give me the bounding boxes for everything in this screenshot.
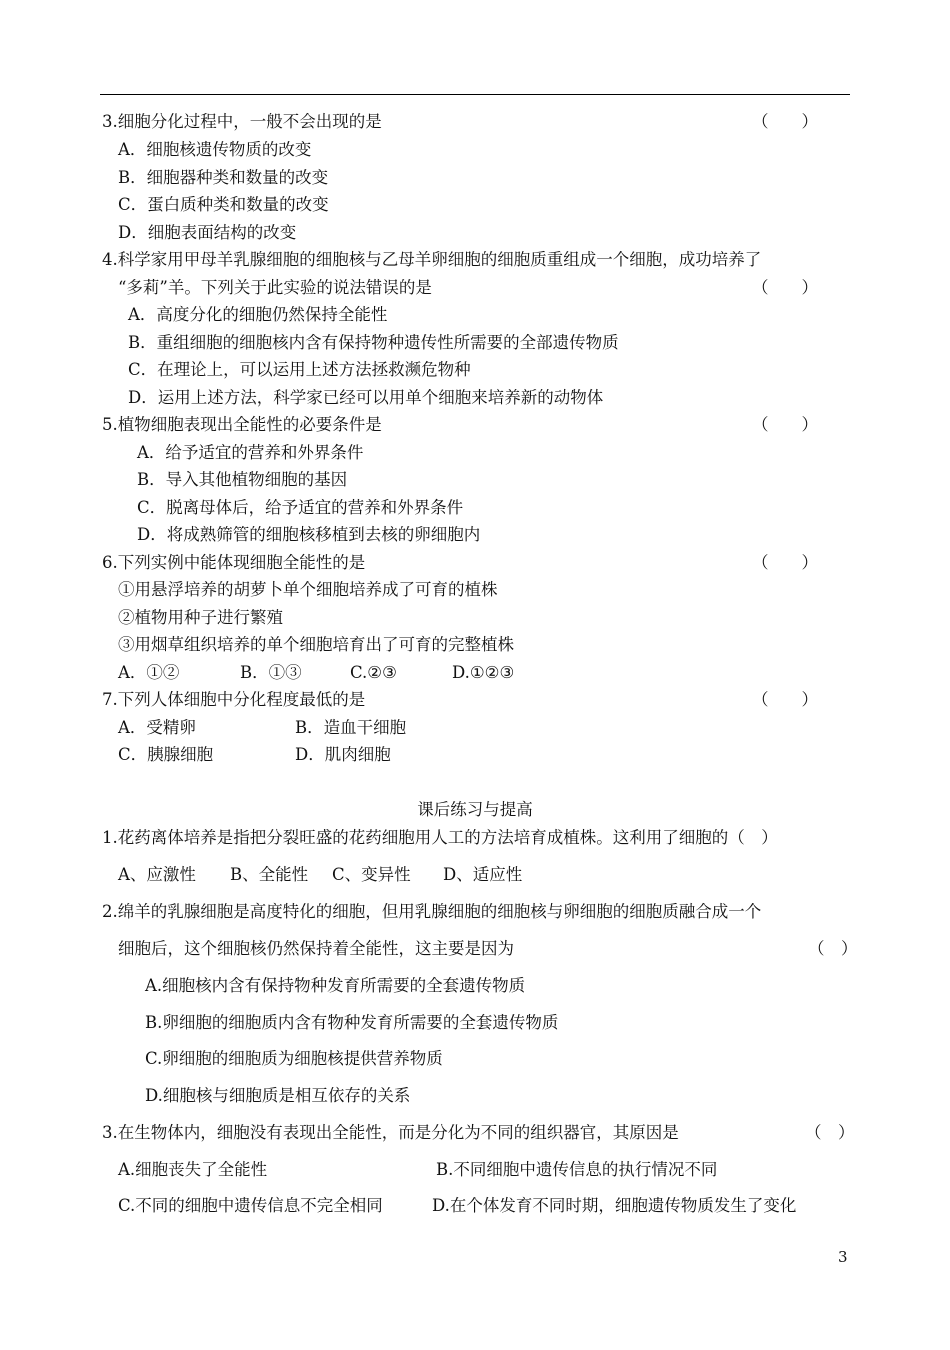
ex1-option-b: B、全能性 — [230, 865, 309, 884]
ex3-option-a: A.细胞丧失了全能性 — [118, 1160, 268, 1179]
q3-option-b: B．细胞器种类和数量的改变 — [118, 168, 329, 187]
q7-option-a: A．受精卵 — [118, 718, 196, 737]
q6-item-3: ③用烟草组织培养的单个细胞培育出了可育的完整植株 — [118, 635, 514, 654]
q4-option-b: B．重组细胞的细胞核内含有保持物种遗传性所需要的全部遗传物质 — [128, 333, 619, 352]
q7-answer-blank: （ ） — [752, 690, 818, 709]
ex2-stem-line1: 2.绵羊的乳腺细胞是高度特化的细胞，但用乳腺细胞的细胞核与卵细胞的细胞质融合成一个 — [102, 902, 762, 921]
q5-stem: 5.植物细胞表现出全能性的必要条件是 — [102, 415, 382, 434]
q6-option-d: D.①②③ — [452, 663, 515, 682]
q4-stem-line1: 4.科学家用甲母羊乳腺细胞的细胞核与乙母羊卵细胞的细胞质重组成一个细胞，成功培养了 — [102, 250, 762, 269]
ex1-stem: 1.花药离体培养是指把分裂旺盛的花药细胞用人工的方法培育成植株。这利用了细胞的（ ） — [102, 828, 778, 847]
ex2-option-c: C.卵细胞的细胞质为细胞核提供营养物质 — [145, 1049, 443, 1068]
ex3-option-c: C.不同的细胞中遗传信息不完全相同 — [118, 1196, 383, 1215]
ex2-option-b: B.卵细胞的细胞质内含有物种发育所需要的全套遗传物质 — [145, 1013, 559, 1032]
q5-option-b: B．导入其他植物细胞的基因 — [137, 470, 348, 489]
ex1-option-d: D、适应性 — [443, 865, 523, 884]
q7-option-b: B．造血干细胞 — [295, 718, 407, 737]
q4-option-d: D．运用上述方法，科学家已经可以用单个细胞来培养新的动物体 — [128, 388, 604, 407]
q3-option-d: D．细胞表面结构的改变 — [118, 223, 297, 242]
q5-option-d: D．将成熟筛管的细胞核移植到去核的卵细胞内 — [137, 525, 481, 544]
q6-stem: 6.下列实例中能体现细胞全能性的是 — [102, 553, 366, 572]
q7-option-c: C．胰腺细胞 — [118, 745, 214, 764]
q6-option-c: C.②③ — [350, 663, 397, 682]
q6-answer-blank: （ ） — [752, 553, 818, 572]
q3-stem: 3.细胞分化过程中，一般不会出现的是 — [102, 112, 382, 131]
q5-option-c: C．脱离母体后，给予适宜的营养和外界条件 — [137, 498, 464, 517]
ex2-option-a: A.细胞核内含有保持物种发育所需要的全套遗传物质 — [145, 976, 526, 995]
ex1-option-a: A、应激性 — [118, 865, 196, 884]
ex2-stem-line2: 细胞后，这个细胞核仍然保持着全能性，这主要是因为 — [118, 939, 514, 958]
ex1-option-c: C、变异性 — [332, 865, 411, 884]
q4-stem-line2: “多莉”羊。下列关于此实验的说法错误的是 — [118, 278, 432, 297]
q5-option-a: A．给予适宜的营养和外界条件 — [137, 443, 364, 462]
q3-answer-blank: （ ） — [752, 112, 818, 131]
q6-option-b: B．①③ — [240, 663, 302, 682]
q5-answer-blank: （ ） — [752, 415, 818, 434]
ex3-answer-blank: （ ） — [805, 1123, 855, 1142]
section-title: 课后练习与提高 — [417, 800, 533, 819]
q3-option-a: A．细胞核遗传物质的改变 — [118, 140, 312, 159]
q6-option-a: A．①② — [118, 663, 180, 682]
header-rule — [100, 94, 850, 95]
q4-option-c: C．在理论上，可以运用上述方法拯救濒危物种 — [128, 360, 471, 379]
q4-option-a: A．高度分化的细胞仍然保持全能性 — [128, 305, 388, 324]
ex2-option-d: D.细胞核与细胞质是相互依存的关系 — [145, 1086, 411, 1105]
page-number: 3 — [838, 1248, 848, 1266]
q6-item-1: ①用悬浮培养的胡萝卜单个细胞培养成了可育的植株 — [118, 580, 498, 599]
ex2-answer-blank: （ ） — [808, 939, 858, 958]
ex3-option-b: B.不同细胞中遗传信息的执行情况不同 — [436, 1160, 718, 1179]
ex3-option-d: D.在个体发育不同时期，细胞遗传物质发生了变化 — [432, 1196, 797, 1215]
q4-answer-blank: （ ） — [752, 278, 818, 297]
q3-option-c: C．蛋白质种类和数量的改变 — [118, 195, 329, 214]
q7-option-d: D．肌肉细胞 — [295, 745, 391, 764]
q7-stem: 7.下列人体细胞中分化程度最低的是 — [102, 690, 366, 709]
ex3-stem: 3.在生物体内，细胞没有表现出全能性，而是分化为不同的组织器官，其原因是 — [102, 1123, 679, 1142]
q6-item-2: ②植物用种子进行繁殖 — [118, 608, 283, 627]
